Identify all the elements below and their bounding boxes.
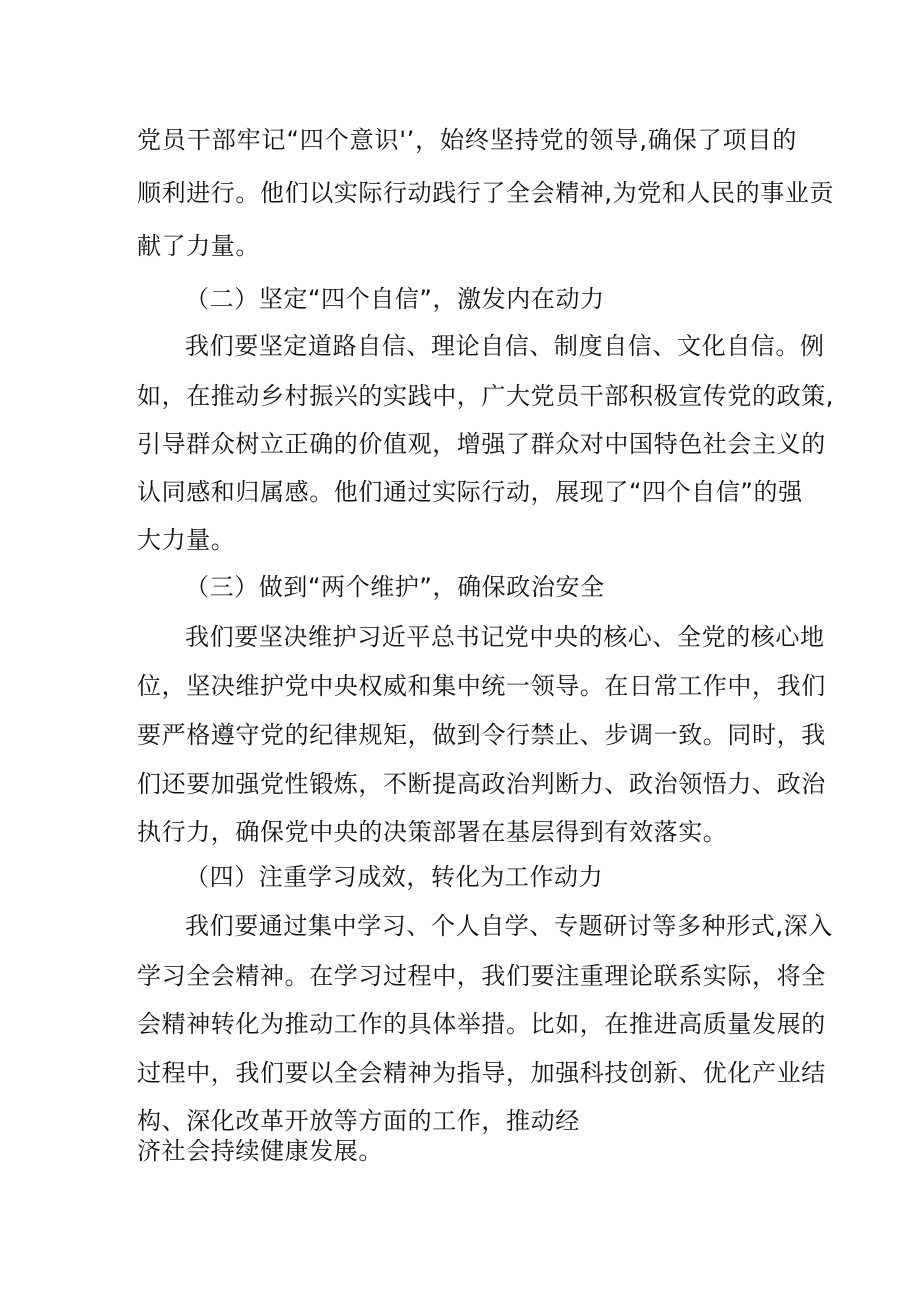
paragraph-1-line-2: 顺利进行。他们以实际行动践行了全会精神,为党和人民的事业贡: [137, 179, 835, 207]
paragraph-2-line-3: 引导群众树立正确的价值观，增强了群众对中国特色社会主义的: [137, 430, 826, 458]
paragraph-4-line-4: 过程中，我们要以全会精神为指导，加强科技创新、优化产业结: [137, 1059, 826, 1087]
section-heading-2: （二）坚定“四个自信”，激发内在动力: [185, 285, 605, 313]
paragraph-3-line-1: 我们要坚决维护习近平总书记党中央的核心、全党的核心地: [185, 623, 825, 651]
paragraph-4-line-1: 我们要通过集中学习、个人自学、专题研讨等多种形式,深入: [185, 912, 833, 940]
paragraph-3-line-2: 位，坚决维护党中央权威和集中统一领导。在日常工作中，我们: [137, 672, 826, 700]
paragraph-2-line-4: 认同感和归属感。他们通过实际行动，展现了“四个自信”的强: [137, 478, 803, 506]
paragraph-4-line-2: 学习全会精神。在学习过程中，我们要注重理论联系实际，将全: [137, 962, 826, 990]
paragraph-4-line-3: 会精神转化为推动工作的具体举措。比如，在推进高质量发展的: [137, 1010, 826, 1038]
paragraph-2-line-2: 如，在推动乡村振兴的实践中，广大党员干部积极宣传党的政策,: [137, 382, 835, 410]
paragraph-4-line-5: 构、深化改革开放等方面的工作，推动经: [137, 1107, 580, 1135]
paragraph-1-line-3: 献了力量。: [137, 232, 260, 260]
paragraph-2-line-5: 大力量。: [137, 526, 236, 554]
section-heading-4: （四）注重学习成效，转化为工作动力: [185, 863, 604, 891]
section-heading-3: （三）做到“两个维护”，确保政治安全: [185, 573, 605, 601]
paragraph-3-line-3: 要严格遵守党的纪律规矩，做到令行禁止、步调一致。同时，我: [137, 721, 826, 749]
paragraph-2-line-1: 我们要坚定道路自信、理论自信、制度自信、文化自信。例: [185, 332, 825, 360]
paragraph-4-line-6: 济社会持续健康发展。: [137, 1137, 383, 1165]
paragraph-3-line-4: 们还要加强党性锻炼，不断提高政治判断力、政治领悟力、政治: [137, 770, 826, 798]
paragraph-3-line-5: 执行力，确保党中央的决策部署在基层得到有效落实。: [137, 818, 728, 846]
paragraph-1-line-1: 党员干部牢记“四个意识'’，始终坚持党的领导,确保了项目的: [137, 126, 797, 154]
